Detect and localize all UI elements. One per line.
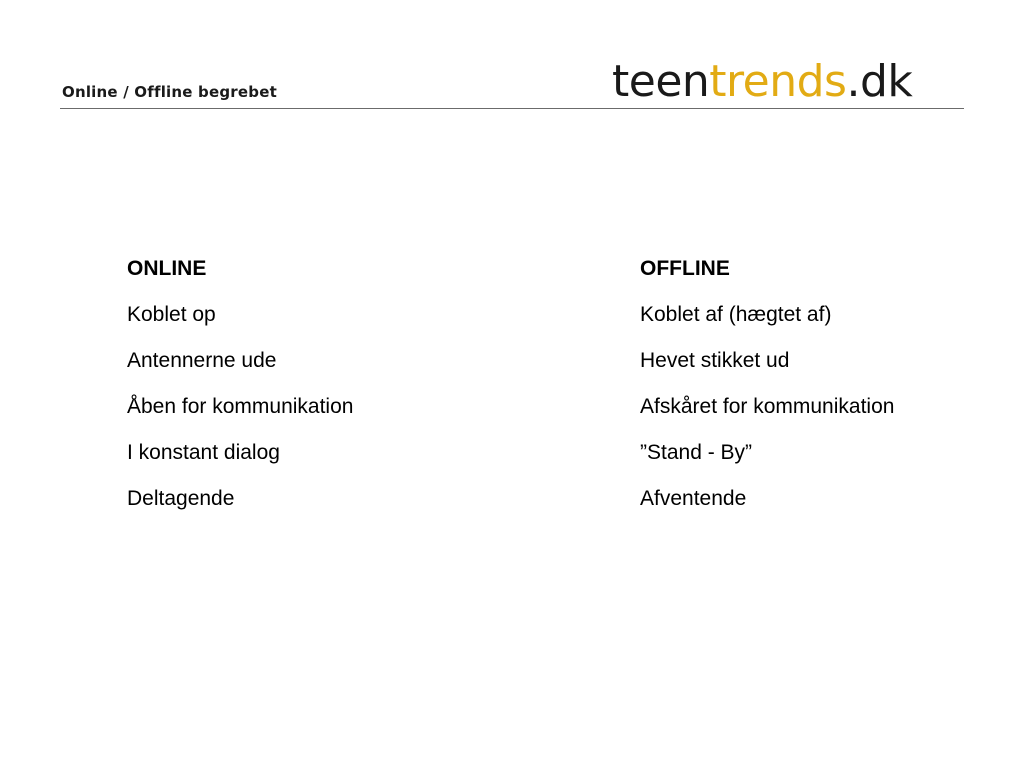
online-heading: ONLINE xyxy=(127,257,207,280)
offline-item: Koblet af (hægtet af) xyxy=(640,303,832,326)
logo-text-trends: trends xyxy=(709,56,847,107)
online-item: Koblet op xyxy=(127,303,216,326)
offline-item: Hevet stikket ud xyxy=(640,349,790,372)
logo-text-dk: .dk xyxy=(846,56,913,107)
offline-column xyxy=(640,246,894,522)
online-item: Antennerne ude xyxy=(127,349,277,372)
header-divider xyxy=(60,108,964,109)
offline-item: ”Stand - By” xyxy=(640,441,753,464)
online-item: I konstant dialog xyxy=(127,441,280,464)
offline-item: Afventende xyxy=(640,487,747,510)
online-item: Åben for kommunikation xyxy=(127,395,354,418)
teentrends-logo xyxy=(612,58,912,106)
page-title: Online / Offline begrebet xyxy=(62,83,277,101)
online-item: Deltagende xyxy=(127,487,235,510)
offline-heading: OFFLINE xyxy=(640,257,730,280)
online-column xyxy=(127,246,353,522)
offline-item: Afskåret for kommunikation xyxy=(640,395,895,418)
logo-text-teen: teen xyxy=(612,56,710,107)
